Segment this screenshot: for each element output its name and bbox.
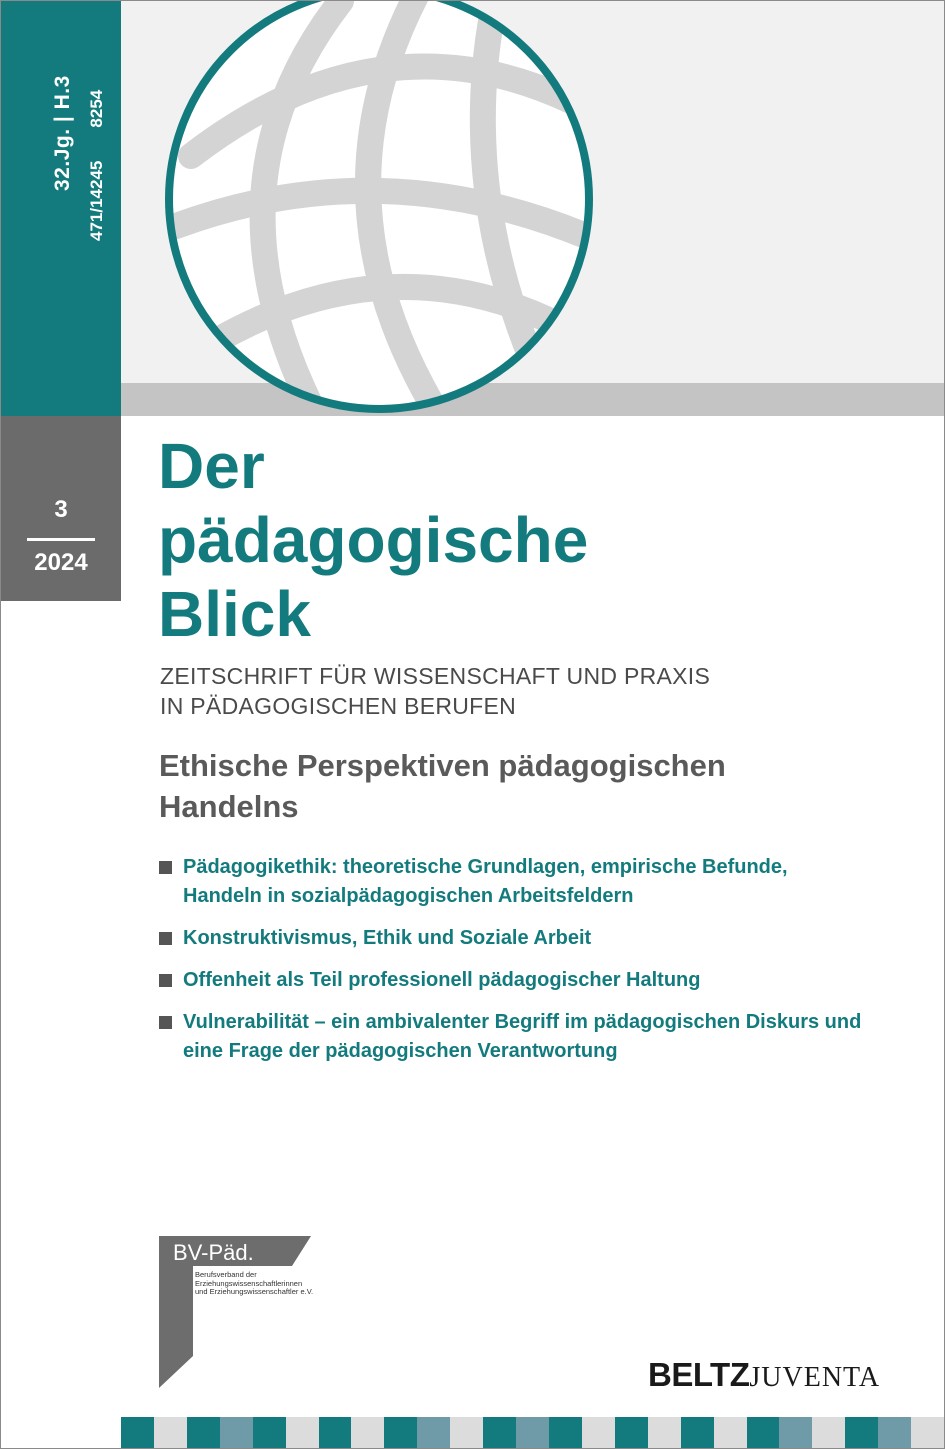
bullet-square-icon [159, 861, 172, 874]
topic-line: Offenheit als Teil professionell pädagogischer Haltung [183, 969, 701, 991]
globe-icon [161, 0, 597, 417]
strip-segment [747, 1417, 780, 1448]
list-item [159, 966, 899, 995]
association-name: BV-Päd. [173, 1240, 254, 1265]
journal-codes [87, 90, 107, 241]
strip-segment [319, 1417, 352, 1448]
subtitle-line: IN PÄDAGOGISCHEN BERUFEN [160, 693, 517, 719]
association-caption [195, 1271, 325, 1297]
strip-segment [220, 1417, 253, 1448]
strip-segment [121, 1417, 154, 1448]
issue-badge [1, 416, 121, 601]
theme-line: Ethische Perspektiven pädagogischen [159, 748, 726, 783]
list-item [159, 853, 899, 911]
strip-segment [450, 1417, 483, 1448]
topic-line: Vulnerabilität – ein ambivalenter Begriff im pädagogischen Diskurs und [183, 1011, 862, 1033]
list-item [159, 924, 899, 953]
topic-line: Pädagogikethik: theoretische Grundlagen, empirische Befunde, [183, 856, 788, 878]
issue-divider [27, 538, 95, 541]
strip-segment [187, 1417, 220, 1448]
strip-segment [154, 1417, 187, 1448]
strip-segment [648, 1417, 681, 1448]
list-item [159, 1008, 899, 1066]
subtitle-line: ZEITSCHRIFT FÜR WISSENSCHAFT UND PRAXIS [160, 663, 711, 689]
strip-segment [253, 1417, 286, 1448]
caption-line: Erziehungswissenschaftlerinnen [195, 1278, 303, 1288]
journal-title [158, 429, 588, 651]
spine-block [1, 1, 121, 416]
issue-theme [159, 745, 726, 827]
strip-segment [516, 1417, 549, 1448]
bullet-square-icon [159, 932, 172, 945]
topic-line: eine Frage der pädagogischen Verantwortung [183, 1040, 618, 1062]
caption-line: und Erziehungswissenschaftler e.V. [195, 1287, 314, 1296]
issue-year: 2024 [34, 549, 88, 576]
strip-segment [549, 1417, 582, 1448]
bv-paed-logo [159, 1236, 319, 1391]
strip-segment [845, 1417, 878, 1448]
caption-line: Berufsverband der [195, 1270, 257, 1279]
strip-segment [812, 1417, 845, 1448]
strip-segment [286, 1417, 319, 1448]
topic-line: Handeln in sozialpädagogischen Arbeitsfeldern [183, 885, 634, 907]
color-strip [121, 1417, 944, 1448]
strip-segment [681, 1417, 714, 1448]
topic-line: Konstruktivismus, Ethik und Soziale Arbeit [183, 927, 592, 949]
strip-segment [417, 1417, 450, 1448]
title-line: Der [158, 430, 265, 502]
publisher-logo [648, 1356, 880, 1394]
bullet-square-icon [159, 1016, 172, 1029]
title-line: pädagogische [158, 504, 589, 576]
journal-code: 471/14245 [87, 160, 106, 241]
strip-segment [714, 1417, 747, 1448]
title-line: Blick [158, 578, 311, 650]
topic-list [159, 853, 899, 1079]
theme-line: Handelns [159, 789, 299, 824]
strip-segment [483, 1417, 516, 1448]
issue-number: 3 [54, 496, 68, 523]
journal-code: 8254 [87, 89, 106, 128]
publisher-name-part: JUVENTA [749, 1362, 881, 1393]
strip-segment [351, 1417, 384, 1448]
strip-segment [911, 1417, 944, 1448]
bullet-square-icon [159, 974, 172, 987]
strip-segment [779, 1417, 812, 1448]
strip-segment [615, 1417, 648, 1448]
volume-issue-label: 32.Jg. | H.3 [51, 75, 74, 191]
journal-subtitle [160, 661, 710, 721]
strip-segment [384, 1417, 417, 1448]
publisher-name-part: BELTZ [648, 1356, 750, 1393]
strip-segment [582, 1417, 615, 1448]
strip-segment [878, 1417, 911, 1448]
